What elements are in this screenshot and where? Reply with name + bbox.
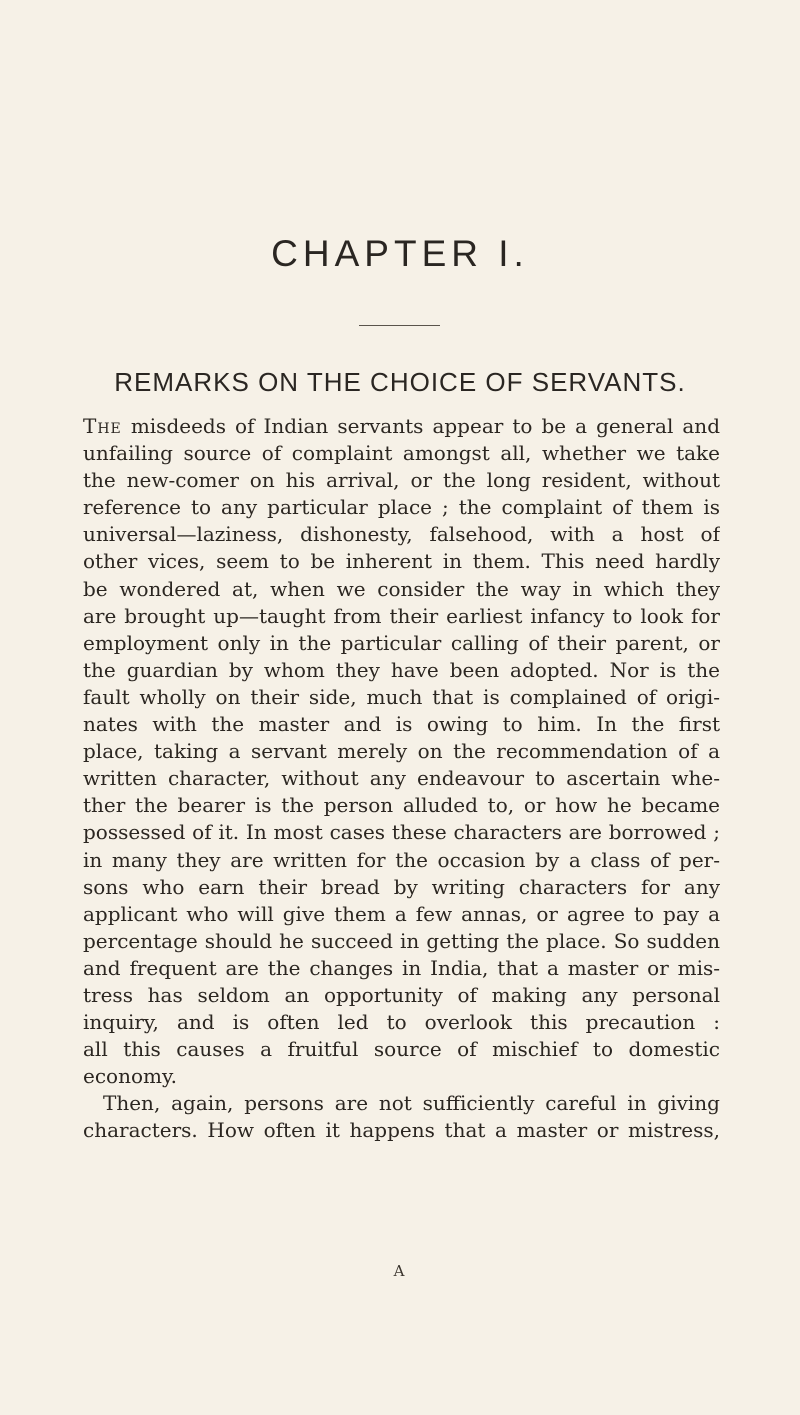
text-line: economy. (83, 1064, 177, 1089)
text-line: Then, again, persons are not sufficiently careful in giving (103, 1091, 720, 1116)
text-line: other vices, seem to be inherent in them. This need hardly (83, 549, 720, 574)
text-line: place, taking a servant merely on the recommendation of a (83, 739, 720, 764)
text-line: percentage should he succeed in getting the place. So sudden (83, 928, 720, 953)
text-line: applicant who will give them a few annas, or agree to pay a (83, 901, 720, 926)
text-line: are brought up—taught from their earliest infancy to look for (83, 603, 720, 628)
opening-word: The (83, 414, 122, 438)
text-line: tress has seldom an opportunity of making any personal (83, 982, 720, 1007)
text-line (83, 413, 720, 440)
text-line: unfailing source of complaint amongst all, whether we take (83, 441, 720, 466)
text-line: reference to any particular place ; the complaint of them is (83, 495, 720, 520)
chapter-rule (359, 325, 440, 326)
text-line: be wondered at, when we consider the way in which they (83, 576, 720, 601)
text-line: and frequent are the changes in India, that a master or mis- (83, 955, 720, 980)
text-line: employment only in the particular calling of their parent, or (83, 630, 720, 655)
chapter-title: REMARKS ON THE CHOICE OF SERVANTS. (114, 367, 686, 397)
text-line: inquiry, and is often led to overlook this precaution : (83, 1010, 720, 1035)
text-line: in many they are written for the occasion by a class of per- (83, 847, 720, 872)
text-line: all this causes a fruitful source of mischief to domestic (83, 1037, 720, 1062)
text-line: universal—laziness, dishonesty, falsehood, with a host of (83, 522, 720, 547)
text-line: the guardian by whom they have been adopted. Nor is the (83, 657, 720, 682)
text-line: fault wholly on their side, much that is complained of origi- (83, 684, 720, 709)
signature-mark: A (393, 1262, 405, 1280)
text-line: characters. How often it happens that a master or mistress, (83, 1118, 720, 1143)
body-text (83, 413, 720, 1145)
text-line: possessed of it. In most cases these characters are borrowed ; (83, 820, 720, 845)
chapter-heading: CHAPTER I. (271, 233, 529, 274)
text-line: sons who earn their bread by writing characters for any (83, 874, 720, 899)
text-line: the new-comer on his arrival, or the long resident, without (83, 468, 720, 493)
text-line-remainder: misdeeds of Indian servants appear to be a general and (121, 414, 720, 438)
text-line: nates with the master and is owing to him. In the first (83, 712, 720, 737)
text-line: written character, without any endeavour to ascertain whe- (83, 766, 720, 791)
text-line: ther the bearer is the person alluded to, or how he became (83, 793, 720, 818)
